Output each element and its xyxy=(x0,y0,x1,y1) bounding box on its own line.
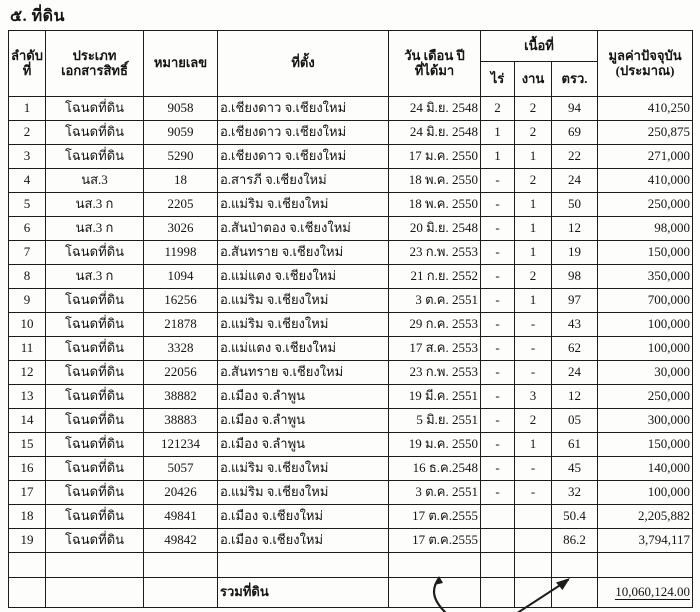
cell-rai: - xyxy=(481,361,515,385)
cell-rai: 1 xyxy=(481,121,515,145)
cell-number: 121234 xyxy=(144,433,218,457)
cell-ngan: - xyxy=(515,361,552,385)
cell-number: 20426 xyxy=(144,481,218,505)
cell-wa: 32 xyxy=(552,481,598,505)
cell-ngan: 3 xyxy=(515,385,552,409)
cell-ngan: 2 xyxy=(515,97,552,121)
cell-ngan: 2 xyxy=(515,409,552,433)
cell-number: 49841 xyxy=(144,505,218,529)
cell-ngan: - xyxy=(515,481,552,505)
cell-value: 410,000 xyxy=(598,169,693,193)
table-row xyxy=(9,505,693,529)
table-row xyxy=(9,385,693,409)
cell-number: 3026 xyxy=(144,217,218,241)
total-value-cell xyxy=(598,578,693,608)
cell-value: 140,000 xyxy=(598,457,693,481)
cell-seq: 17 xyxy=(9,481,46,505)
cell-seq: 13 xyxy=(9,385,46,409)
cell-value: 700,000 xyxy=(598,289,693,313)
cell-seq: 1 xyxy=(9,97,46,121)
cell-type: โฉนดที่ดิน xyxy=(46,241,144,265)
cell-rai: - xyxy=(481,409,515,433)
table-row xyxy=(9,169,693,193)
table-row xyxy=(9,433,693,457)
table-row xyxy=(9,193,693,217)
header-doc-type: ประเภท เอกสารสิทธิ์ xyxy=(46,31,144,97)
cell-number: 2205 xyxy=(144,193,218,217)
cell-seq: 12 xyxy=(9,361,46,385)
blank-row xyxy=(9,553,693,578)
cell-wa: 97 xyxy=(552,289,598,313)
cell-seq: 11 xyxy=(9,337,46,361)
table-row xyxy=(9,289,693,313)
cell-type: โฉนดที่ดิน xyxy=(46,337,144,361)
cell-location: อ.แม่ริม จ.เชียงใหม่ xyxy=(218,457,389,481)
cell-location: อ.สารภี จ.เชียงใหม่ xyxy=(218,169,389,193)
cell-type: โฉนดที่ดิน xyxy=(46,409,144,433)
cell-ngan: 1 xyxy=(515,433,552,457)
cell-date: 21 ก.ย. 2552 xyxy=(389,265,481,289)
cell-wa: 45 xyxy=(552,457,598,481)
cell-type: นส.3 xyxy=(46,169,144,193)
cell-number: 18 xyxy=(144,169,218,193)
table-row xyxy=(9,529,693,553)
cell-location: อ.เชียงดาว จ.เชียงใหม่ xyxy=(218,97,389,121)
cell-rai xyxy=(481,505,515,529)
header-date: วัน เดือน ปี ที่ได้มา xyxy=(389,31,481,97)
cell-date: 29 ก.ค. 2553 xyxy=(389,313,481,337)
cell-ngan: 2 xyxy=(515,121,552,145)
cell-number: 5057 xyxy=(144,457,218,481)
header-rai: ไร่ xyxy=(481,62,515,97)
table-row xyxy=(9,337,693,361)
header-number: หมายเลข xyxy=(144,31,218,97)
cell-ngan: 2 xyxy=(515,265,552,289)
cell-date: 19 มี.ค. 2551 xyxy=(389,385,481,409)
table-row xyxy=(9,457,693,481)
table-row xyxy=(9,409,693,433)
cell-value: 100,000 xyxy=(598,481,693,505)
cell-wa: 24 xyxy=(552,361,598,385)
cell-wa: 24 xyxy=(552,169,598,193)
table-row xyxy=(9,97,693,121)
cell-seq: 14 xyxy=(9,409,46,433)
cell-date: 3 ต.ค. 2551 xyxy=(389,481,481,505)
cell-type: นส.3 ก xyxy=(46,193,144,217)
cell-rai: - xyxy=(481,313,515,337)
cell-type: โฉนดที่ดิน xyxy=(46,505,144,529)
cell-location: อ.เมือง จ.ลำพูน xyxy=(218,433,389,457)
cell-wa: 43 xyxy=(552,313,598,337)
cell-type: โฉนดที่ดิน xyxy=(46,145,144,169)
cell-rai: - xyxy=(481,265,515,289)
cell-wa: 94 xyxy=(552,97,598,121)
cell-location: อ.แม่แตง จ.เชียงใหม่ xyxy=(218,337,389,361)
cell-seq: 7 xyxy=(9,241,46,265)
cell-date: 17 ต.ค.2555 xyxy=(389,529,481,553)
cell-wa: 98 xyxy=(552,265,598,289)
cell-rai: - xyxy=(481,241,515,265)
cell-date: 18 พ.ค. 2550 xyxy=(389,169,481,193)
cell-type: นส.3 ก xyxy=(46,217,144,241)
cell-number: 22056 xyxy=(144,361,218,385)
cell-type: โฉนดที่ดิน xyxy=(46,289,144,313)
cell-value: 150,000 xyxy=(598,241,693,265)
cell-number: 16256 xyxy=(144,289,218,313)
cell-value: 250,000 xyxy=(598,385,693,409)
total-row xyxy=(9,578,693,608)
cell-number: 21878 xyxy=(144,313,218,337)
cell-wa: 19 xyxy=(552,241,598,265)
cell-value: 150,000 xyxy=(598,433,693,457)
table-row xyxy=(9,241,693,265)
cell-seq: 19 xyxy=(9,529,46,553)
cell-date: 17 ม.ค. 2550 xyxy=(389,145,481,169)
cell-number: 49842 xyxy=(144,529,218,553)
cell-rai: 2 xyxy=(481,97,515,121)
cell-location: อ.แม่ริม จ.เชียงใหม่ xyxy=(218,289,389,313)
cell-rai: - xyxy=(481,481,515,505)
cell-location: อ.เมือง จ.เชียงใหม่ xyxy=(218,505,389,529)
cell-value: 250,875 xyxy=(598,121,693,145)
cell-value: 30,000 xyxy=(598,361,693,385)
cell-date: 16 ธ.ค.2548 xyxy=(389,457,481,481)
cell-type: นส.3 ก xyxy=(46,265,144,289)
cell-value: 410,250 xyxy=(598,97,693,121)
cell-value: 100,000 xyxy=(598,337,693,361)
cell-seq: 15 xyxy=(9,433,46,457)
header-area-group: เนื้อที่ xyxy=(481,31,598,62)
table-body xyxy=(9,97,693,553)
header-ngan: งาน xyxy=(515,62,552,97)
cell-ngan xyxy=(515,505,552,529)
cell-location: อ.แม่แตง จ.เชียงใหม่ xyxy=(218,265,389,289)
cell-date: 24 มิ.ย. 2548 xyxy=(389,97,481,121)
cell-seq: 8 xyxy=(9,265,46,289)
cell-location: อ.เมือง จ.ลำพูน xyxy=(218,409,389,433)
cell-rai: - xyxy=(481,169,515,193)
cell-value: 350,000 xyxy=(598,265,693,289)
cell-seq: 5 xyxy=(9,193,46,217)
cell-value: 3,794,117 xyxy=(598,529,693,553)
table-row xyxy=(9,121,693,145)
cell-seq: 4 xyxy=(9,169,46,193)
header-value: มูลค่าปัจจุบัน (ประมาณ) xyxy=(598,31,693,97)
cell-value: 271,000 xyxy=(598,145,693,169)
cell-rai: - xyxy=(481,433,515,457)
cell-seq: 2 xyxy=(9,121,46,145)
cell-type: โฉนดที่ดิน xyxy=(46,97,144,121)
cell-number: 38883 xyxy=(144,409,218,433)
cell-number: 11998 xyxy=(144,241,218,265)
cell-value: 98,000 xyxy=(598,217,693,241)
cell-location: อ.เชียงดาว จ.เชียงใหม่ xyxy=(218,121,389,145)
cell-rai: 1 xyxy=(481,145,515,169)
cell-type: โฉนดที่ดิน xyxy=(46,529,144,553)
table-row xyxy=(9,265,693,289)
cell-type: โฉนดที่ดิน xyxy=(46,457,144,481)
cell-wa: 22 xyxy=(552,145,598,169)
cell-rai: - xyxy=(481,457,515,481)
land-table xyxy=(8,30,693,608)
cell-location: อ.สันทราย จ.เชียงใหม่ xyxy=(218,241,389,265)
cell-ngan: 1 xyxy=(515,241,552,265)
cell-value: 2,205,882 xyxy=(598,505,693,529)
cell-ngan: 1 xyxy=(515,193,552,217)
table-row xyxy=(9,145,693,169)
cell-ngan: 1 xyxy=(515,289,552,313)
cell-wa: 05 xyxy=(552,409,598,433)
cell-wa: 12 xyxy=(552,385,598,409)
cell-type: โฉนดที่ดิน xyxy=(46,385,144,409)
cell-date: 17 ต.ค.2555 xyxy=(389,505,481,529)
cell-rai: - xyxy=(481,337,515,361)
cell-seq: 18 xyxy=(9,505,46,529)
cell-location: อ.สันทราย จ.เชียงใหม่ xyxy=(218,361,389,385)
cell-wa: 86.2 xyxy=(552,529,598,553)
cell-location: อ.แม่ริม จ.เชียงใหม่ xyxy=(218,193,389,217)
cell-value: 100,000 xyxy=(598,313,693,337)
cell-rai: - xyxy=(481,193,515,217)
total-value: 10,060,124.00 xyxy=(615,583,691,599)
header-wa: ตรว. xyxy=(552,62,598,97)
cell-ngan: - xyxy=(515,457,552,481)
cell-wa: 69 xyxy=(552,121,598,145)
cell-location: อ.เมือง จ.เชียงใหม่ xyxy=(218,529,389,553)
cell-value: 250,000 xyxy=(598,193,693,217)
cell-value: 300,000 xyxy=(598,409,693,433)
cell-date: 19 ม.ค. 2550 xyxy=(389,433,481,457)
cell-date: 20 มิ.ย. 2548 xyxy=(389,217,481,241)
cell-date: 23 ก.พ. 2553 xyxy=(389,361,481,385)
cell-ngan: 1 xyxy=(515,217,552,241)
cell-number: 38882 xyxy=(144,385,218,409)
cell-type: โฉนดที่ดิน xyxy=(46,121,144,145)
cell-wa: 50 xyxy=(552,193,598,217)
cell-date: 3 ต.ค. 2551 xyxy=(389,289,481,313)
cell-rai: - xyxy=(481,289,515,313)
cell-rai: - xyxy=(481,385,515,409)
cell-type: โฉนดที่ดิน xyxy=(46,433,144,457)
total-label: รวมที่ดิน xyxy=(218,578,389,608)
cell-seq: 6 xyxy=(9,217,46,241)
cell-seq: 10 xyxy=(9,313,46,337)
cell-date: 17 ส.ค. 2553 xyxy=(389,337,481,361)
cell-location: อ.เมือง จ.ลำพูน xyxy=(218,385,389,409)
table-row xyxy=(9,217,693,241)
cell-ngan: 1 xyxy=(515,145,552,169)
cell-wa: 12 xyxy=(552,217,598,241)
cell-type: โฉนดที่ดิน xyxy=(46,313,144,337)
cell-seq: 16 xyxy=(9,457,46,481)
cell-wa: 62 xyxy=(552,337,598,361)
cell-ngan: - xyxy=(515,337,552,361)
cell-number: 9058 xyxy=(144,97,218,121)
table-row xyxy=(9,361,693,385)
table-row xyxy=(9,313,693,337)
cell-type: โฉนดที่ดิน xyxy=(46,481,144,505)
cell-rai xyxy=(481,529,515,553)
cell-ngan: - xyxy=(515,313,552,337)
header-seq: ลำดับ ที่ xyxy=(9,31,46,97)
page-title: ๕. ที่ดิน xyxy=(10,8,65,25)
cell-date: 23 ก.พ. 2553 xyxy=(389,241,481,265)
cell-location: อ.สันป่าตอง จ.เชียงใหม่ xyxy=(218,217,389,241)
cell-rai: - xyxy=(481,217,515,241)
cell-location: อ.แม่ริม จ.เชียงใหม่ xyxy=(218,313,389,337)
cell-seq: 3 xyxy=(9,145,46,169)
table-row xyxy=(9,481,693,505)
cell-number: 3328 xyxy=(144,337,218,361)
cell-number: 5290 xyxy=(144,145,218,169)
cell-ngan xyxy=(515,529,552,553)
cell-date: 5 มิ.ย. 2551 xyxy=(389,409,481,433)
cell-wa: 61 xyxy=(552,433,598,457)
cell-number: 9059 xyxy=(144,121,218,145)
cell-type: โฉนดที่ดิน xyxy=(46,361,144,385)
cell-seq: 9 xyxy=(9,289,46,313)
cell-date: 18 พ.ค. 2550 xyxy=(389,193,481,217)
cell-ngan: 2 xyxy=(515,169,552,193)
cell-wa: 50.4 xyxy=(552,505,598,529)
cell-number: 1094 xyxy=(144,265,218,289)
cell-date: 24 มิ.ย. 2548 xyxy=(389,121,481,145)
cell-location: อ.เชียงดาว จ.เชียงใหม่ xyxy=(218,145,389,169)
cell-location: อ.แม่ริม จ.เชียงใหม่ xyxy=(218,481,389,505)
header-location: ที่ตั้ง xyxy=(218,31,389,97)
